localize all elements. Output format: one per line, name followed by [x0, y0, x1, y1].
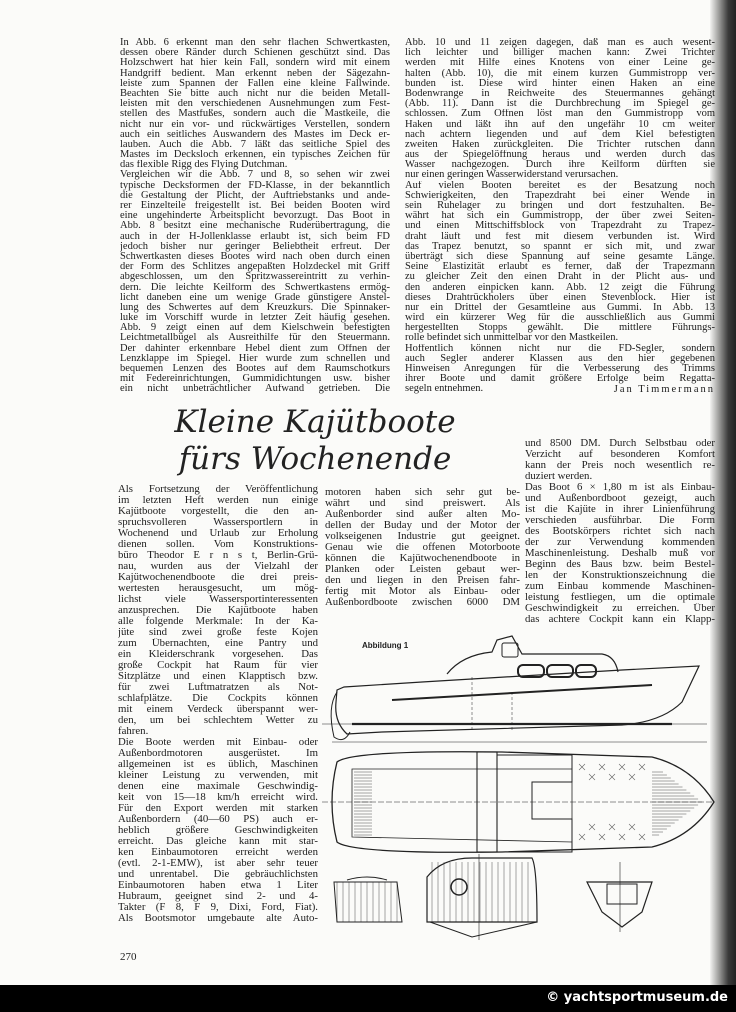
- cushion-mark: [619, 764, 625, 770]
- text-line: volkseigenen Industrie gut geeignet.: [325, 531, 520, 542]
- text-line: Holzschwert hat hier kein Fall, sondern wird mit einem: [120, 58, 390, 69]
- text-line: Haken und läßt ihn auf den ungefähr 10 cm weiter: [405, 119, 715, 130]
- text-line: zweiten Haken zurückgleiten. Die Trichter rutschen dann: [405, 139, 715, 150]
- text-line: motoren haben sich sehr gut be-: [325, 487, 520, 498]
- text-line: rer Einzelteile freigestellt ist. Bei beiden Booten wird: [120, 201, 390, 211]
- text-line: lauben. Auch die Abb. 7 läßt das seitliche Spiel des: [120, 139, 390, 150]
- text-line: Hoffentlich können nicht nur die FD-Segler, sondern: [405, 343, 715, 354]
- text-line: Verzicht auf besonderen Komfort: [525, 449, 715, 460]
- text-line: bunden ist. Diese wird hinter einen Haken an eine: [405, 78, 715, 89]
- text-line: und Außenbordboot gezeigt, auch: [525, 493, 715, 504]
- text-line: Kajütboote vorgestellt, die den an-: [118, 506, 318, 517]
- text-line: Auf vielen Booten bereitet es der Besatzung noch: [405, 180, 715, 191]
- cushion-mark: [639, 764, 645, 770]
- text-line: Außenborder sind außer alten Mo-: [325, 509, 520, 520]
- cushion-mark: [629, 824, 635, 830]
- cushion-mark: [579, 764, 585, 770]
- text-line: licht daneben eine um wenige Grade günstigere Anstel-: [120, 292, 390, 303]
- text-line: Geschwindigkeit zu erreichen. Über: [525, 603, 715, 614]
- text-line: keit von 15—18 km/h erreicht wird.: [118, 792, 318, 803]
- text-line: dienen sollen. Vom Konstruktions-: [118, 539, 318, 550]
- text-line: Das Boot 6 × 1,80 m ist als Einbau-: [525, 482, 715, 493]
- text-line: der zur Verwendung kommenden: [525, 537, 715, 548]
- text-line: erreicht. Das gleiche kann mit star-: [118, 836, 318, 847]
- text-line: das achtere Cockpit kann ein Klapp-: [525, 614, 715, 625]
- page-number: 270: [120, 951, 137, 963]
- text-line: mit Federeinrichtungen, Gummidichtungen usw. bisher: [120, 374, 390, 385]
- text-line: ein Kleiderschrank vorgesehen. Das: [118, 649, 318, 660]
- text-line: schlossen. Zum Öffnen löst man den Gummistropp vom: [405, 109, 715, 120]
- text-line: Einbaumotoren haben etwa 1 Liter: [118, 880, 318, 891]
- text-line: die Gestaltung der Plicht, der Auftriebstanks und ande-: [120, 190, 390, 201]
- text-line: Bodenwrange in Reichweite des Steuermannes gehängt: [405, 88, 715, 99]
- text-line: den, um bei schlechtem Wetter zu: [118, 715, 318, 726]
- text-line: Beachten Sie bitte auch nicht nur die beiden Metall-: [120, 88, 390, 99]
- text-line: Beginn des Baus bzw. beim Bestel-: [525, 559, 715, 570]
- title-line-2: fürs Wochenende: [178, 441, 452, 477]
- text-line: der Form des Schlitzes angepaßten Holzdeckel mit Griff: [120, 262, 390, 273]
- text-line: nicht nur ein vor- und rückwärtiges Verstellen, sondern: [120, 119, 390, 130]
- text-line: Wochenend und Urlaub zur Erholung: [118, 528, 318, 539]
- text-line: allgemeinen ist es üblich, Maschinen: [118, 759, 318, 770]
- section-views: [334, 854, 652, 940]
- text-line: Takter (F 8, F 9, Dixi, Ford, Fiat).: [118, 902, 318, 913]
- text-line: dern. Die leichte Keilform des Schwertkastens ermög-: [120, 282, 390, 293]
- text-line: Abb. 8 besitzt eine mechanische Ruderübertragung, die: [120, 221, 390, 232]
- text-line: Mastes im Decksloch erkennen, ein typisches Zeichen für: [120, 150, 390, 161]
- text-line: und 8500 DM. Durch Selbstbau oder: [525, 438, 715, 449]
- text-line: Abb. 10 und 11 zeigen dagegen, daß man es auch wesent-: [405, 38, 715, 48]
- article-title: [170, 404, 460, 478]
- text-line: währt und sind preiswert. Als: [325, 498, 520, 509]
- text-line: werden mit Hilfe eines Knotens von einer Leine ge-: [405, 58, 715, 69]
- text-line: können die Kajütwochenendboote in: [325, 553, 520, 564]
- text-line: auch Segler anderer Klassen aus den hier gegebenen: [405, 353, 715, 364]
- title-line-1: Kleine Kajütboote: [174, 404, 456, 440]
- text-line: verschieden ausführbar. Die Form: [525, 515, 715, 526]
- text-line: leistung festliegen, um die optimale: [525, 592, 715, 603]
- text-line: währt hat sich ein Gummistropp, der über zwei Seiten-: [405, 211, 715, 222]
- cushion-mark: [599, 764, 605, 770]
- text-line: luke im Vorschiff wurde in letzter Zeit häufig gesehen.: [120, 313, 390, 324]
- cushion-mark: [589, 774, 595, 780]
- author-signature: Jan Timmermann: [613, 383, 715, 395]
- column-article-left: [118, 484, 318, 924]
- text-line: leiste zum Spannen der Fallen eine kleine Fallwinde.: [120, 78, 390, 89]
- text-line: ein nicht unbeträchtlicher Aufwand getrieben. Die: [120, 384, 390, 395]
- text-line: leisten mit den verschiedenen Ausnehmungen zum Fest-: [120, 99, 390, 110]
- text-line: Hubraum, geeignet sind 2- und 4-: [118, 891, 318, 902]
- cushion-mark: [639, 834, 645, 840]
- text-line: bequemen Lenzen des Bootes auf dem Raumschotkurs: [120, 364, 390, 374]
- cushion-mark: [599, 834, 605, 840]
- text-line: jüte sind zwei große feste Kojen: [118, 627, 318, 638]
- text-line: Als Bootsmotor umgebaute alte Auto-: [118, 913, 318, 924]
- text-line: ken Einbaumotoren erreicht werden: [118, 847, 318, 858]
- column-top-left: [120, 38, 390, 395]
- text-line: kann der Preis noch wesentlich re-: [525, 460, 715, 471]
- text-line: Als Fortsetzung der Veröffentlichung: [118, 484, 318, 495]
- text-line: den anderen einpicken kann. Abb. 12 zeigt die Führung: [405, 282, 715, 293]
- text-line: im letzten Heft werden nun einige: [118, 495, 318, 506]
- text-line: (evtl. 2-1-EMW), ist aber sehr teuer: [118, 858, 318, 869]
- footer-bar: [0, 985, 736, 1012]
- text-line: Sitzplätze und einen Klapptisch bzw.: [118, 671, 318, 682]
- text-line: zum Einbau kommende Maschinen-: [525, 581, 715, 592]
- text-line: und einen Mittschiffsblock von Trapezdraht zu Trapez-: [405, 221, 715, 232]
- text-line: (Abb. 11). Dann ist die Durchbrechung im Spiegel ge-: [405, 99, 715, 110]
- text-line: Wasser nachgezogen. Durch ihre Keilform dürften sie: [405, 160, 715, 171]
- text-line: auch ein seitliches Auswandern des Mastes im Deck er-: [120, 129, 390, 140]
- text-line: alle folgende Merkmale: In der Ka-: [118, 616, 318, 627]
- text-line: anzusprechen. Die Kajütboote haben: [118, 605, 318, 616]
- profile-view: [322, 636, 707, 742]
- text-line: den und liegen in den Preisen fahr-: [325, 575, 520, 586]
- text-line: aus der Spiegelöffnung heraus und werden durch das: [405, 150, 715, 161]
- text-line: Leichtmetallbügel als Ausreithilfe für den Steuermann.: [120, 333, 390, 344]
- cushion-mark: [609, 774, 615, 780]
- text-line: segeln entnehmen.: [405, 384, 484, 395]
- cushion-mark: [619, 834, 625, 840]
- text-line: ist die Kajüte in ihrer Linienführung: [525, 504, 715, 515]
- text-line: nur ein Drittel der Gesamtleine aus Gummi. In Abb. 13: [405, 302, 715, 313]
- text-line: Außenbordern (40—60 PS) auch er-: [118, 814, 318, 825]
- text-line: ihrer Boote und damit größere Erfolge beim Regatta-: [405, 374, 715, 385]
- text-line: spruchsvolleren Wassersportlern in: [118, 517, 318, 528]
- copyright-notice: © yachtsportmuseum.de: [546, 990, 728, 1005]
- text-line: überträgt sich diese Spannung auf seine gesamte Länge.: [405, 251, 715, 262]
- text-line: draht läuft und fest mit diesem verbunden ist. Wird: [405, 231, 715, 242]
- cushion-mark: [579, 834, 585, 840]
- text-line: halten (Abb. 10), die mit einem kurzen Gummistropp ver-: [405, 68, 715, 79]
- figure-label: Abbildung 1: [362, 641, 409, 650]
- text-line: Schwierigkeiten, den Trapezdraht bei einer Wende in: [405, 190, 715, 201]
- text-line: typische Decksformen der FD-Klasse, in der bekanntlich: [120, 180, 390, 191]
- text-line: zu gleicher Zeit den einen Draht in der Plicht aus- und: [405, 272, 715, 283]
- text-line: Hinweisen Anregungen für die Verbesserung des Trimms: [405, 364, 715, 374]
- text-line: und unrentabel. Die gebräuchlichsten: [118, 869, 318, 880]
- text-line: len der Konstruktionszeichnung die: [525, 570, 715, 581]
- cushion-mark: [629, 774, 635, 780]
- text-line: Planken oder Leisten gebaut wer-: [325, 564, 520, 575]
- text-line: Genau wie die offenen Motorboote: [325, 542, 520, 553]
- text-line: dessen obere Ränder durch Schienen geschützt sind. Das: [120, 48, 390, 59]
- text-line: nach achtern liegenden und auf dem Kiel befestigten: [405, 129, 715, 140]
- cushion-mark: [589, 824, 595, 830]
- text-line: fertig mit Motor als Einbau- oder: [325, 586, 520, 597]
- text-line: lung des Schwertes auf dem Kreuzkurs. Die Spinnaker-: [120, 302, 390, 313]
- text-line: lichst viele Wassersportinteressenten: [118, 594, 318, 605]
- text-line: Seine Elastizität erlaubt es ferner, daß der Trapezmann: [405, 262, 715, 273]
- boat-plan-drawing: [322, 622, 717, 967]
- text-line: Schwertkasten dieses Bootes wird nach oben durch einen: [120, 251, 390, 262]
- column-top-right: [405, 38, 715, 395]
- text-line: für zwei Luftmatratzen als Not-: [118, 682, 318, 693]
- text-line: dieses Drahtrückholers über einen Stevenblock. Hier ist: [405, 292, 715, 303]
- column-article-right: [525, 438, 715, 625]
- text-line: lich leichter und billiger machen kann: Zwei Trichter: [405, 48, 715, 59]
- plan-view: [322, 752, 714, 853]
- text-line: mit einem Verdeck überspannt wer-: [118, 704, 318, 715]
- text-line: zum Übernachten, eine Pantry und: [118, 638, 318, 649]
- text-line: schlafplätze. Die Cockpits können: [118, 693, 318, 704]
- text-line: Handgriff bedient. Man erkennt neben der Sägezahn-: [120, 68, 390, 79]
- text-line: hergestellten Stopps gewählt. Die mittlere Führungs-: [405, 323, 715, 334]
- text-line: stellen des Mastfußes, sondern auch die Mastkeile, die: [120, 109, 390, 120]
- text-line: büro Theodor E r n s t, Berlin-Grü-: [118, 550, 318, 561]
- text-line: das flexible Rigg des Flying Dutchman.: [120, 160, 288, 171]
- text-line: das Trapez benutzt, so spannt er sich mit, und zwar: [405, 241, 715, 252]
- text-line: wertesten herausgesucht, um mög-: [118, 583, 318, 594]
- text-line: nau, wurden aus der Vielzahl der: [118, 561, 318, 572]
- text-line: große Cockpit hat Raum für vier: [118, 660, 318, 671]
- text-line: fahren.: [118, 726, 149, 737]
- text-line: Für den Export werden mit starken: [118, 803, 318, 814]
- text-line: duziert werden.: [525, 471, 593, 482]
- text-line: Außenbordmotoren ausgerüstet. Im: [118, 748, 318, 759]
- text-line: Abb. 9 zeigt einen auf dem Kielschwein befestigten: [120, 323, 390, 334]
- text-line: Der dahinter erkennbare Hebel dient zum Öffnen der: [120, 343, 390, 354]
- text-line: In Abb. 6 erkennt man den sehr flachen Schwertkasten,: [120, 38, 390, 48]
- text-line: Lenzklappe im Spiegel. Hier wurde zum schnellen und: [120, 353, 390, 364]
- text-line: Vergleichen wir die Abb. 7 und 8, so sehen wir zwei: [120, 170, 390, 181]
- text-line: sein Ruhelager zu bringen und dort festzuhalten. Be-: [405, 201, 715, 211]
- text-line: kleiner Leistung zu verwenden, mit: [118, 770, 318, 781]
- text-line: abgeschlossen, um den Spritzwassereintritt zu verhin-: [120, 272, 390, 283]
- text-line: rolle befindet sich unmittelbar vor den Mastkeilen.: [405, 333, 619, 344]
- text-line: Kajütwochenendboote die drei preis-: [118, 572, 318, 583]
- text-line: heblich größere Geschwindigkeiten: [118, 825, 318, 836]
- text-line: Außenbordboote zwischen 6000 DM: [325, 597, 520, 608]
- column-article-middle: [325, 487, 520, 608]
- text-line: wird ein kürzerer Weg für die ausschließlich aus Gummi: [405, 313, 715, 324]
- text-line: jedoch bisher nur geringer Beliebtheit erfreut. Der: [120, 241, 390, 252]
- text-line: Maschinenleistung. Deshalb muß vor: [525, 548, 715, 559]
- text-line: Die Boote werden mit Einbau- oder: [118, 737, 318, 748]
- cushion-mark: [609, 824, 615, 830]
- text-line: denen eine maximale Geschwindig-: [118, 781, 318, 792]
- text-line: dellen der Buday und der Motor der: [325, 520, 520, 531]
- text-line: des Bootskörpers richtet sich nach: [525, 526, 715, 537]
- text-line: auch in der H-Jollenklasse erlaubt ist, sich beim FD: [120, 231, 390, 242]
- text-line: eine ungehinderte Arbeitsplicht bevorzugt. Das Boot in: [120, 211, 390, 222]
- text-line: nur einen geringen Wasserwiderstand verursachen.: [405, 170, 619, 181]
